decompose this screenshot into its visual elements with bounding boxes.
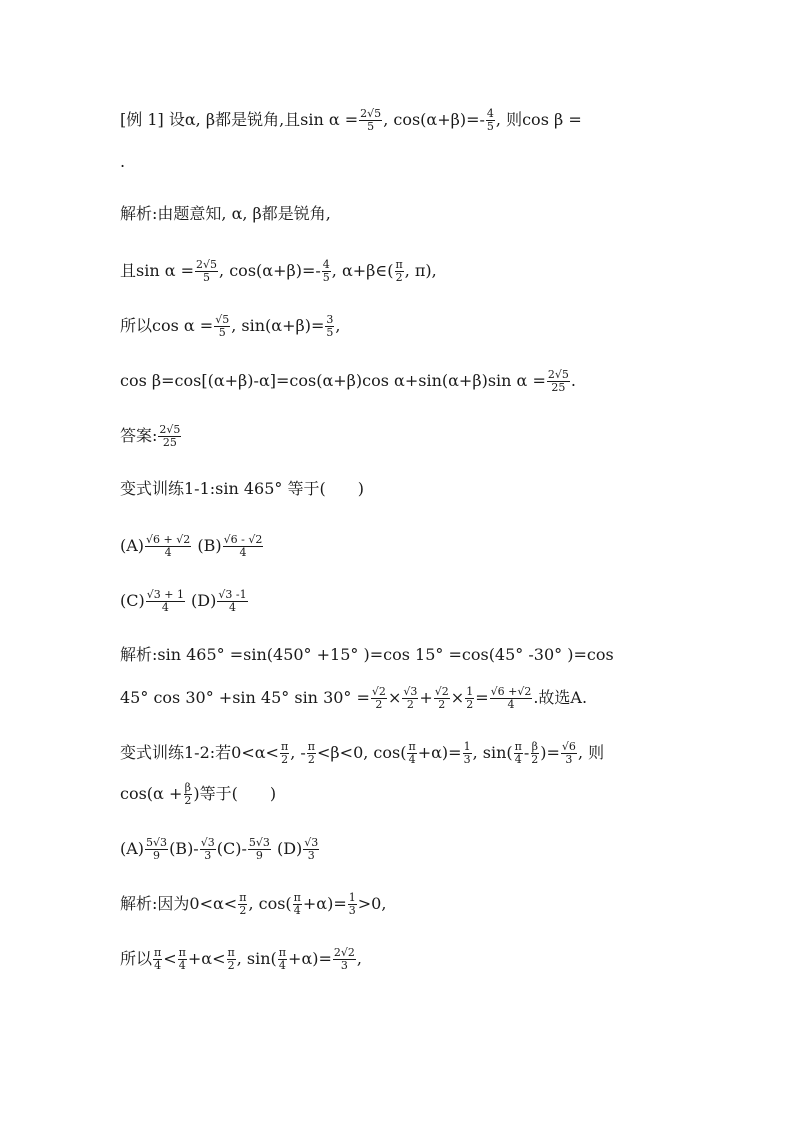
fraction: $\frac{√6 - √2}{4}$	[223, 533, 263, 559]
fraction: $\frac{\pi}{2}$	[307, 740, 316, 766]
fraction: $\frac{\pi}{4}$	[293, 891, 301, 917]
fraction: $\frac{\beta}{2}$	[184, 781, 192, 807]
text: 解析:由题意知, α, β都是锐角,	[120, 204, 331, 223]
fraction: $\frac{4}{5}$	[322, 258, 330, 284]
exercise-1-1-statement: 变式训练1-1:sin 465° 等于( )	[120, 479, 364, 498]
exercise-1-2-solution-line1: 解析:因为0<α< $\frac{\pi}{2}$ , cos( $\frac{\pi}{4}$ +α)= $\frac{1}{3}$ >0,	[120, 891, 387, 917]
fraction: $\frac{\pi}{4}$	[514, 740, 522, 766]
solution-intro	[120, 204, 331, 224]
text: , cos(α+β)=-	[383, 110, 485, 129]
solution-line-cos-beta: cos β=cos[(α+β)-α]=cos(α+β)cos α+sin(α+β)sin α = $\frac{2√5}{25}$ .	[120, 368, 576, 394]
text: , 则cos β =	[495, 110, 582, 129]
exercise-1-1-solution-line2: 45° cos 30° +sin 45° sin 30° = $\frac{√2}{2}$ × $\frac{√3}{2}$ + $\frac{√2}{2}$ × $\frac{1}{2}$ = $\frac{√6 +√2}{4}$ .故选A.	[120, 685, 588, 711]
fraction: $\frac{\pi}{2}$	[395, 258, 403, 284]
text: .	[120, 152, 126, 171]
exercise-1-1-options-cd: (C) $\frac{√3 + 1}{4}$ (D) $\frac{√3 -1}{4}$	[120, 588, 247, 614]
fraction: $\frac{2√5}{5}$	[360, 107, 382, 133]
exercise-1-2-statement-cont: cos(α + $\frac{\beta}{2}$ )等于( )	[120, 781, 277, 807]
solution-line-given: 且sin α = $\frac{2√5}{5}$ , cos(α+β)=- $\frac{4}{5}$ , α+β∈( $\frac{\pi}{2}$ , π),	[120, 258, 437, 284]
fraction: $\frac{5√3}{9}$	[248, 836, 270, 862]
fraction: $\frac{2√5}{25}$	[547, 368, 569, 394]
fraction: $\frac{\pi}{4}$	[278, 946, 287, 972]
fraction: $\frac{\pi}{2}$	[280, 740, 289, 766]
fraction: $\frac{√3}{3}$	[200, 836, 215, 862]
example-1-blank	[120, 152, 125, 172]
fraction: $\frac{√3 + 1}{4}$	[146, 588, 184, 614]
fraction: $\frac{1}{2}$	[466, 685, 474, 711]
fraction: $\frac{\pi}{4}$	[408, 740, 416, 766]
fraction: $\frac{√3 -1}{4}$	[218, 588, 247, 614]
exercise-1-2-solution-line2: 所以 $\frac{\pi}{4}$ < $\frac{\pi}{4}$ +α< $\frac{\pi}{2}$ , sin( $\frac{\pi}{4}$ +α)= $\frac{2√2}{3}$ ,	[120, 946, 362, 972]
answer-line: 答案: $\frac{2√5}{25}$	[120, 423, 181, 449]
fraction: $\frac{\beta}{2}$	[531, 740, 539, 766]
fraction: $\frac{5√3}{9}$	[146, 836, 168, 862]
solution-line-cos-sin: 所以cos α = $\frac{√5}{5}$ , sin(α+β)= $\frac{3}{5}$ ,	[120, 313, 341, 339]
fraction: $\frac{√6 +√2}{4}$	[490, 685, 532, 711]
text: [例 1] 设α, β都是锐角,且sin α =	[120, 110, 359, 129]
example-1-statement	[120, 108, 582, 133]
exercise-1-1-options-ab: (A) $\frac{√6 + √2}{4}$ (B) $\frac{√6 - √2}{4}$	[120, 533, 263, 559]
fraction: $\frac{3}{5}$	[326, 313, 334, 339]
fraction: $\frac{√6}{3}$	[561, 740, 576, 766]
fraction: $\frac{√2}{2}$	[371, 685, 386, 711]
exercise-1-1-solution-line1: 解析:sin 465° =sin(450° +15° )=cos 15° =cos(45° -30° )=cos	[120, 645, 614, 664]
fraction: $\frac{√3}{2}$	[403, 685, 418, 711]
fraction: $\frac{√5}{5}$	[215, 313, 230, 339]
fraction: $\frac{1}{3}$	[463, 740, 471, 766]
fraction: $\frac{√2}{2}$	[434, 685, 449, 711]
fraction: $\frac{\pi}{4}$	[178, 946, 186, 972]
fraction: $\frac{2√5}{5}$	[196, 258, 218, 284]
fraction: $\frac{1}{3}$	[348, 891, 356, 917]
fraction: $\frac{\pi}{2}$	[227, 946, 235, 972]
fraction: $\frac{4}{5}$	[486, 107, 494, 133]
fraction: $\frac{√6 + √2}{4}$	[146, 533, 191, 559]
fraction: $\frac{√3}{3}$	[304, 836, 319, 862]
fraction: $\frac{\pi}{4}$	[154, 946, 162, 972]
fraction: $\frac{2√2}{3}$	[333, 946, 355, 972]
fraction: $\frac{2√5}{25}$	[159, 423, 181, 449]
fraction: $\frac{\pi}{2}$	[239, 891, 247, 917]
exercise-1-2-options: (A) $\frac{5√3}{9}$ (B)- $\frac{√3}{3}$ (C)- $\frac{5√3}{9}$ (D) $\frac{√3}{3}$	[120, 836, 319, 862]
exercise-1-2-statement: 变式训练1-2:若0<α< $\frac{\pi}{2}$ , - $\frac{\pi}{2}$ <β<0, cos( $\frac{\pi}{4}$ +α)= $\frac{1}{3}$ , sin( $\frac{\pi}{4}$ - $\frac{\beta}{2}$ )= $\frac{√6}{3}$ , 则	[120, 740, 605, 766]
